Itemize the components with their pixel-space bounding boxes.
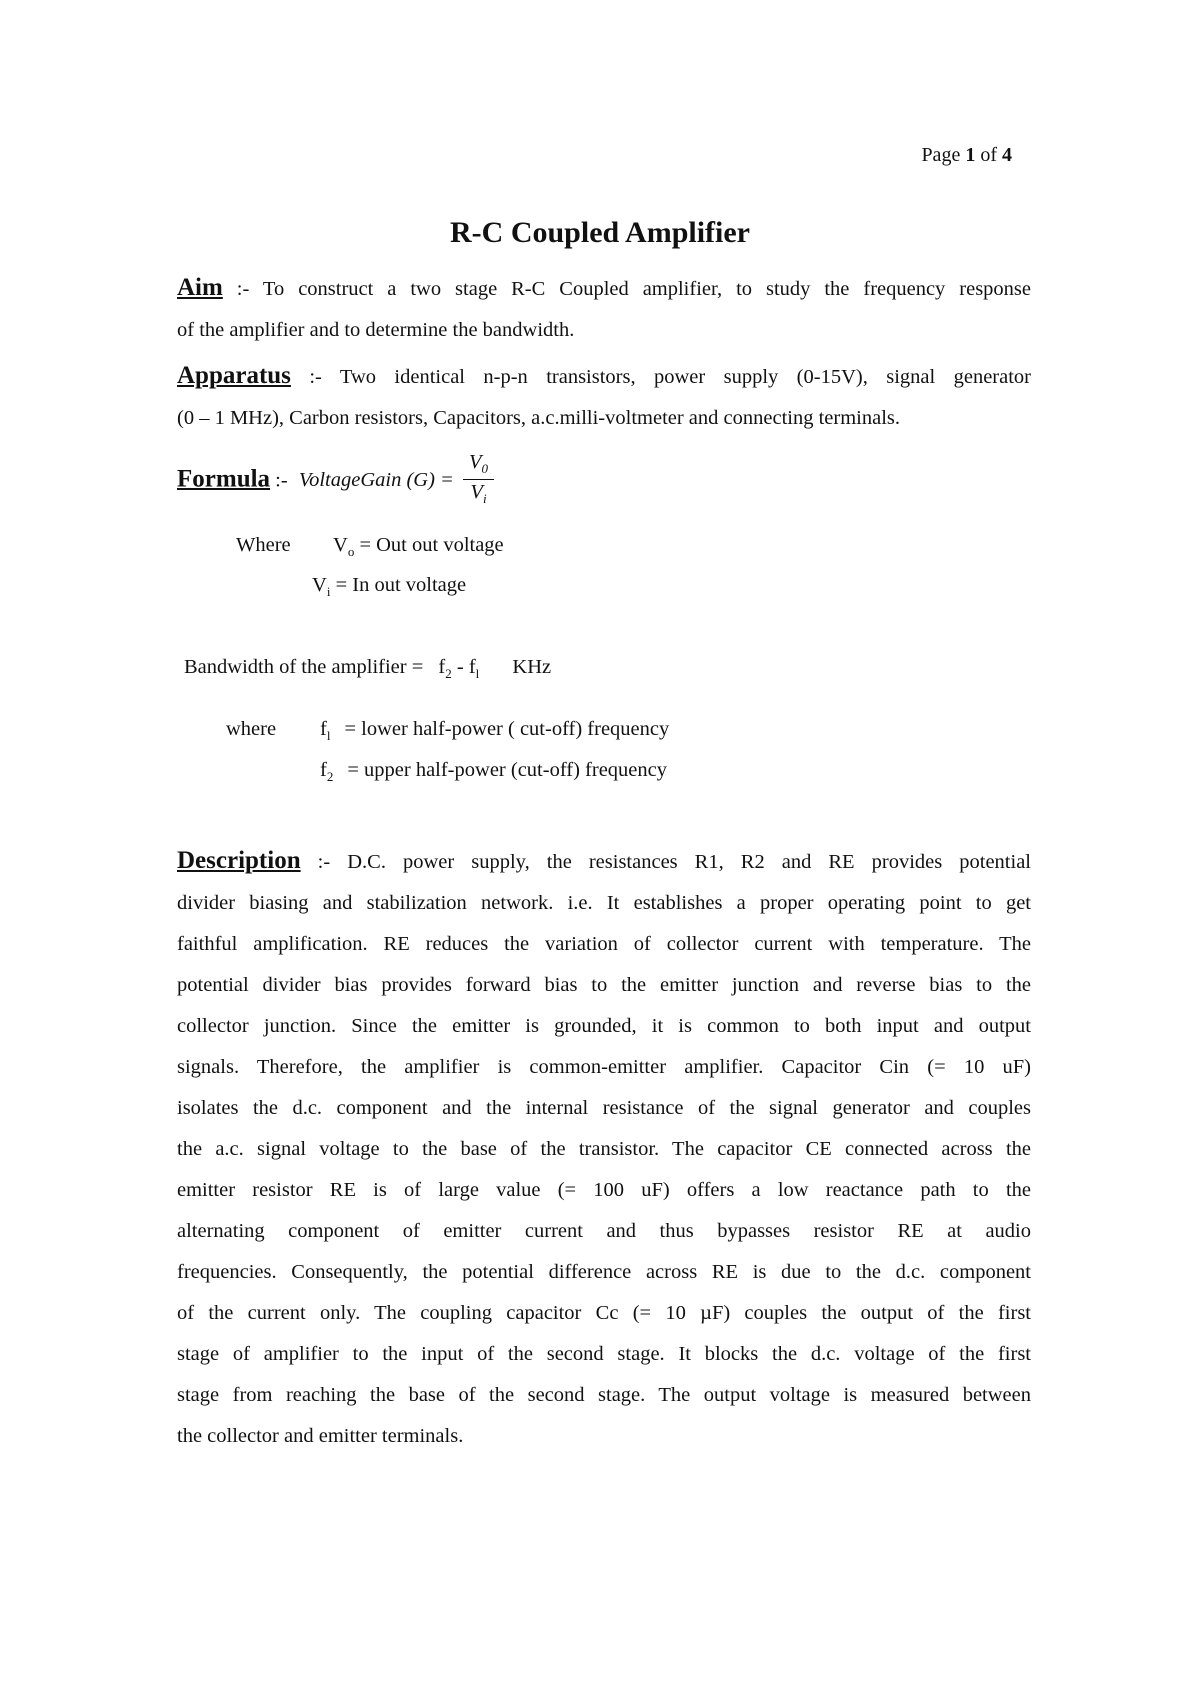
apparatus-text-2: (0 – 1 MHz), Carbon resistors, Capacitors, a.c.milli-voltmeter and connecting terminals.	[177, 407, 901, 429]
bandwidth-label: Bandwidth of the amplifier =	[184, 656, 424, 678]
aim-text-2: of the amplifier and to determine the bandwidth.	[177, 319, 575, 341]
formula-where: Where	[236, 534, 291, 556]
description-line: faithful amplification. RE reduces the variation of collector current with temperature. The	[177, 933, 1031, 955]
bandwidth-expr: $f_2 - f_l$	[438, 656, 480, 682]
description-line: stage of amplifier to the input of the second stage. It blocks the d.c. voltage of the first	[177, 1343, 1031, 1365]
aim-text-1: To construct a two stage R-C Coupled amplifier, to study the frequency response	[262, 278, 1031, 300]
formula-sep: :-	[270, 469, 293, 492]
description-line: frequencies. Consequently, the potential difference across RE is due to the d.c. component	[177, 1261, 1031, 1283]
description-sep: :-	[300, 851, 348, 873]
description-line: alternating component of emitter current and thus bypasses resistor RE at audio	[177, 1220, 1031, 1242]
formula-lhs: VoltageGain (G) =	[298, 469, 454, 492]
apparatus-text-1: Two identical n-p-n transistors, power supply (0-15V), signal generator	[339, 366, 1032, 388]
vi-definition: $V_i = In$ out voltage	[312, 574, 467, 600]
formula-line	[177, 452, 494, 511]
apparatus-heading: Apparatus	[177, 362, 291, 389]
bandwidth-formula	[184, 656, 551, 682]
f1-definition: $f_l$ = lower half-power ( cut-off) frequency	[320, 718, 670, 744]
bandwidth-unit: KHz	[512, 656, 552, 678]
apparatus-section	[177, 355, 1031, 439]
description-line: the a.c. signal voltage to the base of the transistor. The capacitor CE connected across the	[177, 1138, 1031, 1160]
page-number	[921, 144, 1012, 167]
aim-heading: Aim	[177, 274, 223, 301]
formula-heading: Formula	[177, 465, 271, 493]
description-line: the collector and emitter terminals.	[177, 1425, 464, 1447]
page-of: of	[980, 144, 997, 166]
aim-sep: :-	[222, 278, 263, 300]
description-line: divider biasing and stabilization network. i.e. It establishes a proper operating point to get	[177, 892, 1031, 914]
f2-definition: $f_2$ = upper half-power (cut-off) frequency	[320, 759, 667, 785]
description-section	[177, 840, 1031, 1457]
document-title: R-C Coupled Amplifier	[450, 216, 750, 249]
apparatus-line-1	[177, 355, 1031, 398]
description-line: signals. Therefore, the amplifier is common-emitter amplifier. Capacitor Cin (= 10 uF)	[177, 1056, 1031, 1078]
aim-section	[177, 267, 1031, 351]
formula-numerator: $V_0$	[463, 452, 494, 480]
formula-denominator: $V_i$	[470, 481, 487, 507]
formula-fraction	[463, 452, 494, 511]
description-line: emitter resistor RE is of large value (= 100 uF) offers a low reactance path to the	[177, 1179, 1031, 1201]
description-line: stage from reaching the base of the second stage. The output voltage is measured between	[177, 1384, 1031, 1406]
page-current: 1	[965, 144, 976, 166]
page-label: Page	[921, 144, 961, 166]
aim-line-1	[177, 267, 1031, 310]
description-line: of the current only. The coupling capacitor Cc (= 10 µF) couples the output of the first	[177, 1302, 1031, 1324]
vo-definition: $V_o$ = Out out voltage	[333, 534, 504, 560]
description-line: isolates the d.c. component and the internal resistance of the signal generator and couples	[177, 1097, 1031, 1119]
apparatus-sep: :-	[290, 366, 340, 388]
description-line: collector junction. Since the emitter is grounded, it is common to both input and output	[177, 1015, 1031, 1037]
page-total: 4	[1002, 144, 1012, 166]
description-line: Description :- D.C. power supply, the resistances R1, R2 and RE provides potential	[177, 847, 1031, 874]
bandwidth-where: where	[226, 718, 277, 740]
description-heading: Description	[177, 847, 301, 874]
description-line: potential divider bias provides forward bias to the emitter junction and reverse bias to the	[177, 974, 1031, 996]
